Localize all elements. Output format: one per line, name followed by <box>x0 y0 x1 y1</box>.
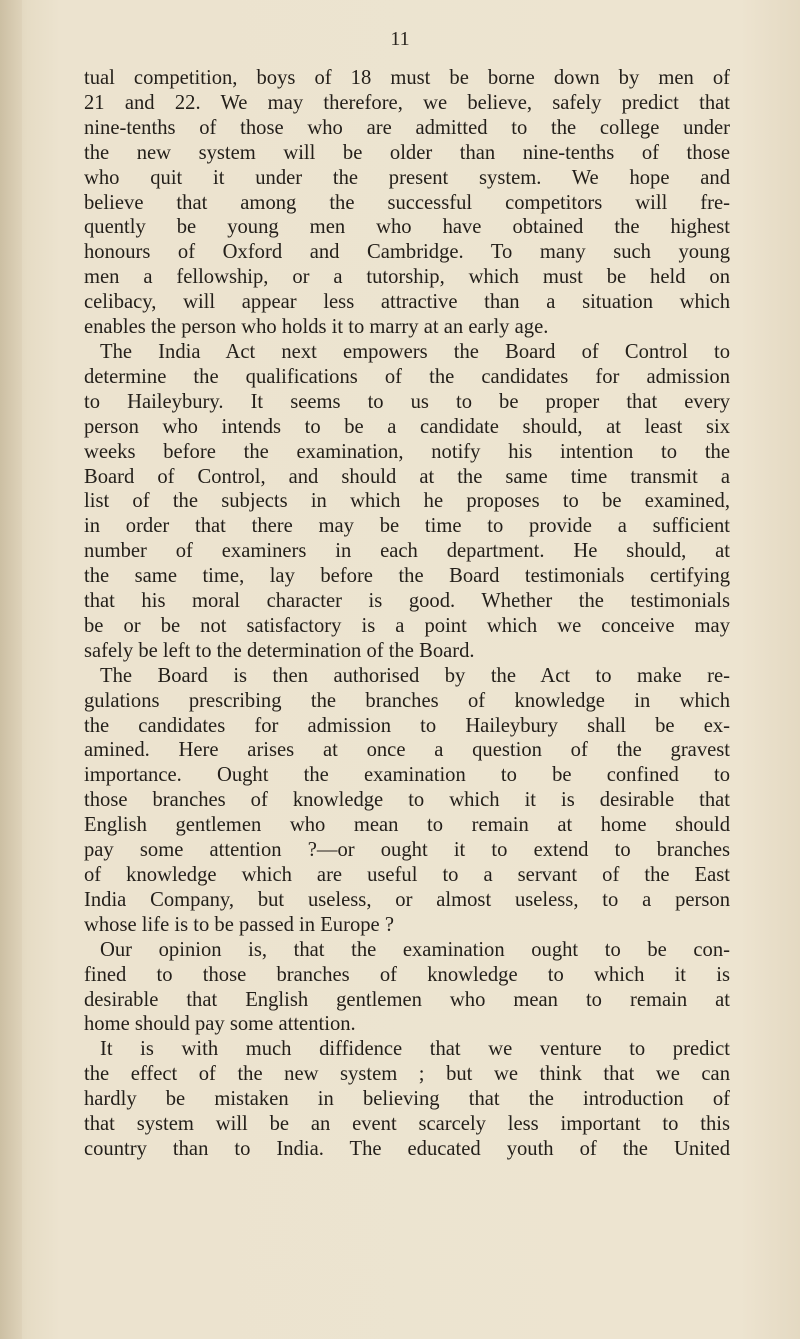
text-line: The Board is then authorised by the Act to make re- <box>100 664 730 687</box>
text-line: nine-tenths of those who are admitted to the college under <box>84 116 730 139</box>
page-number: 11 <box>390 28 410 50</box>
text-line: person who intends to be a candidate should, at least six <box>84 415 730 438</box>
text-line: English gentlemen who mean to remain at home should <box>84 814 730 837</box>
text-line: 21 and 22. We may therefore, we believe, safely predict that <box>84 91 730 114</box>
text-line: to Haileybury. It seems to us to be proper that every <box>84 390 730 413</box>
text-line: honours of Oxford and Cambridge. To many such young <box>84 241 730 264</box>
text-line: desirable that English gentlemen who mean to remain at <box>84 988 730 1011</box>
text-line: men a fellowship, or a tutorship, which must be held on <box>84 266 730 289</box>
text-line: Our opinion is, that the examination ought to be con- <box>100 938 730 961</box>
text-line: the effect of the new system ; but we think that we can <box>84 1063 730 1086</box>
text-line: It is with much diffidence that we venture to predict <box>100 1038 730 1061</box>
text-line: the same time, lay before the Board testimonials certifying <box>84 565 730 588</box>
text-line: India Company, but useless, or almost useless, to a person <box>84 888 730 911</box>
text-line: the new system will be older than nine-tenths of those <box>84 141 730 164</box>
text-line: be or be not satisfactory is a point which we conceive may <box>84 614 730 637</box>
text-line: list of the subjects in which he proposes to be examined, <box>84 490 730 513</box>
text-line: The India Act next empowers the Board of Control to <box>100 340 730 363</box>
text-line: home should pay some attention. <box>84 1013 356 1036</box>
text-line: determine the qualifications of the candidates for admission <box>84 365 730 388</box>
text-line: importance. Ought the examination to be confined to <box>84 764 730 787</box>
text-line: safely be left to the determination of the Board. <box>84 639 475 662</box>
text-line: Board of Control, and should at the same time transmit a <box>84 465 730 488</box>
text-line: number of examiners in each department. He should, at <box>84 540 730 563</box>
text-line: pay some attention ?—or ought it to extend to branches <box>84 839 730 862</box>
text-line: celibacy, will appear less attractive than a situation which <box>84 291 730 314</box>
text-line: weeks before the examination, notify his intention to the <box>84 440 730 463</box>
text-line: whose life is to be passed in Europe ? <box>84 913 394 936</box>
text-line: quently be young men who have obtained the highest <box>84 216 730 239</box>
text-line: of knowledge which are useful to a servant of the East <box>84 864 730 886</box>
text-line: fined to those branches of knowledge to which it is <box>84 963 730 986</box>
text-line: that his moral character is good. Whether the testimonials <box>84 590 730 613</box>
text-line: believe that among the successful competitors will fre- <box>84 191 730 214</box>
text-line: the candidates for admission to Haileybury shall be ex- <box>84 714 730 737</box>
page-gutter <box>0 0 22 1339</box>
text-line: hardly be mistaken in believing that the introduction of <box>84 1088 730 1111</box>
text-line: that system will be an event scarcely less important to this <box>84 1113 730 1136</box>
text-line: gulations prescribing the branches of knowledge in which <box>84 689 730 712</box>
body-text <box>84 66 730 1162</box>
text-line: enables the person who holds it to marry at an early age. <box>84 316 549 339</box>
text-line: country than to India. The educated youth of the United <box>84 1137 730 1160</box>
text-line: those branches of knowledge to which it is desirable that <box>84 789 730 812</box>
text-line: who quit it under the present system. We hope and <box>84 166 730 189</box>
text-line: tual competition, boys of 18 must be borne down by men of <box>84 67 730 89</box>
text-line: amined. Here arises at once a question of the gravest <box>84 739 730 762</box>
text-line: in order that there may be time to provide a sufficient <box>84 515 730 538</box>
